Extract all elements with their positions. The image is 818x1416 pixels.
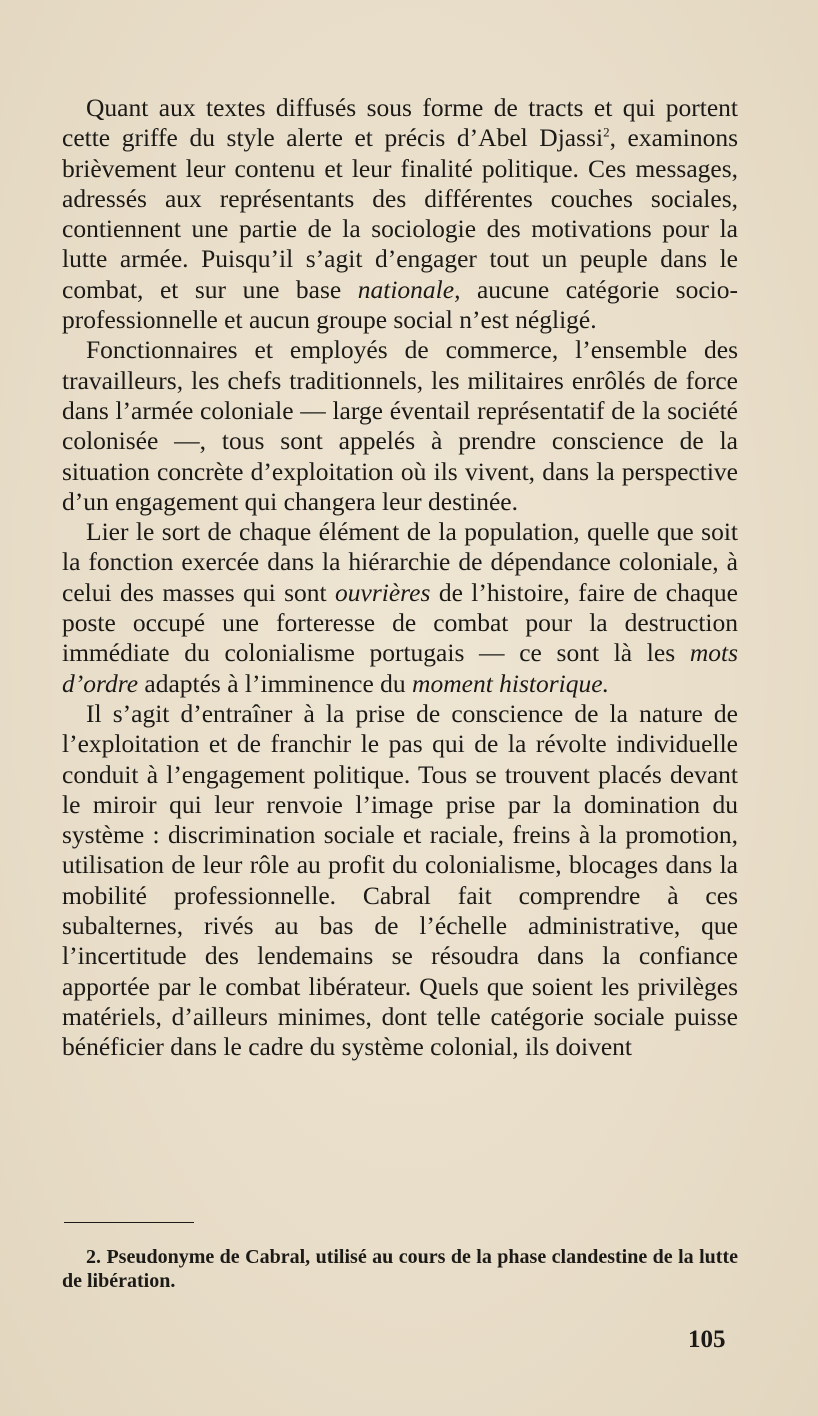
text-segment: aucune catégorie socio-professionnelle et aucun groupe social n’est négligé. bbox=[62, 274, 738, 335]
page-number: 105 bbox=[688, 1326, 726, 1353]
text-segment: adaptés à l’imminence du bbox=[138, 668, 413, 698]
text-segment: Fonctionnaires et employés de commerce, l’ensemble des travailleurs, les chefs traditionnels, les militaires enrôlés de force dans l’armée coloniale — large éventail représentatif de la société colonisée —, tous sont appelés à prendre conscience de la situation concrète d’exploitation où ils vivent, dans la perspective d’un engagement qui changera leur destinée. bbox=[62, 335, 738, 516]
text-segment: , examinons brièvement leur contenu et leur finalité politique. Ces messages, adressés aux représentants des différentes couches sociales, contiennent une partie de la sociologie des motivations pour la lutte armée. Puisqu’il s’agit d’engager tout un peuple dans le combat, et sur une base bbox=[62, 123, 738, 304]
footnote-marker: 2 bbox=[603, 124, 610, 140]
body-text bbox=[62, 93, 738, 1063]
text-segment: Il s’agit d’entraîner à la prise de conscience de la nature de l’exploitation et de franchir le pas qui de la révolte individuelle conduit à l’engagement politique. Tous se trouvent placés devant le miroir qui leur renvoie l’image prise par la domination du système : discrimination sociale et raciale, freins à la promotion, utilisation de leur rôle au profit du colonialisme, blocages dans la mobilité professionnelle. Cabral fait comprendre à ces subalternes, rivés au bas de l’échelle administrative, que l’incertitude des lendemains se résoudra dans la confiance apportée par le combat libérateur. Quels que soient les privilèges matériels, d’ailleurs minimes, dont telle catégorie sociale puisse bénéficier dans le cadre du système colonial, ils doivent bbox=[62, 698, 738, 1062]
paragraph bbox=[62, 517, 738, 699]
italic-text: ouvrières bbox=[335, 577, 431, 607]
footnote-rule bbox=[64, 1222, 194, 1223]
italic-text: moment historique. bbox=[412, 668, 609, 698]
text-segment: Quant aux textes diffusés sous forme de tracts et qui portent cette griffe du style alerte et précis d’Abel Djassi bbox=[62, 93, 738, 153]
text-segment: Lier le sort de chaque élément de la population, quelle que soit la fonction exercée dans la hiérarchie de dépendance coloniale, à celui des masses qui sont bbox=[62, 517, 738, 607]
paragraph bbox=[62, 699, 738, 1063]
paragraph bbox=[62, 93, 738, 335]
footnote: 2. Pseudonyme de Cabral, utilisé au cours de la phase clandestine de la lutte de libération. bbox=[62, 1246, 738, 1292]
italic-text: mots d’ordre bbox=[62, 638, 738, 698]
italic-text: nationale, bbox=[357, 274, 461, 304]
text-segment: de l’histoire, faire de chaque poste occupé une forteresse de combat pour la destruction immédiate du colonialisme portugais — ce sont là les bbox=[62, 577, 738, 668]
paragraph bbox=[62, 335, 738, 517]
